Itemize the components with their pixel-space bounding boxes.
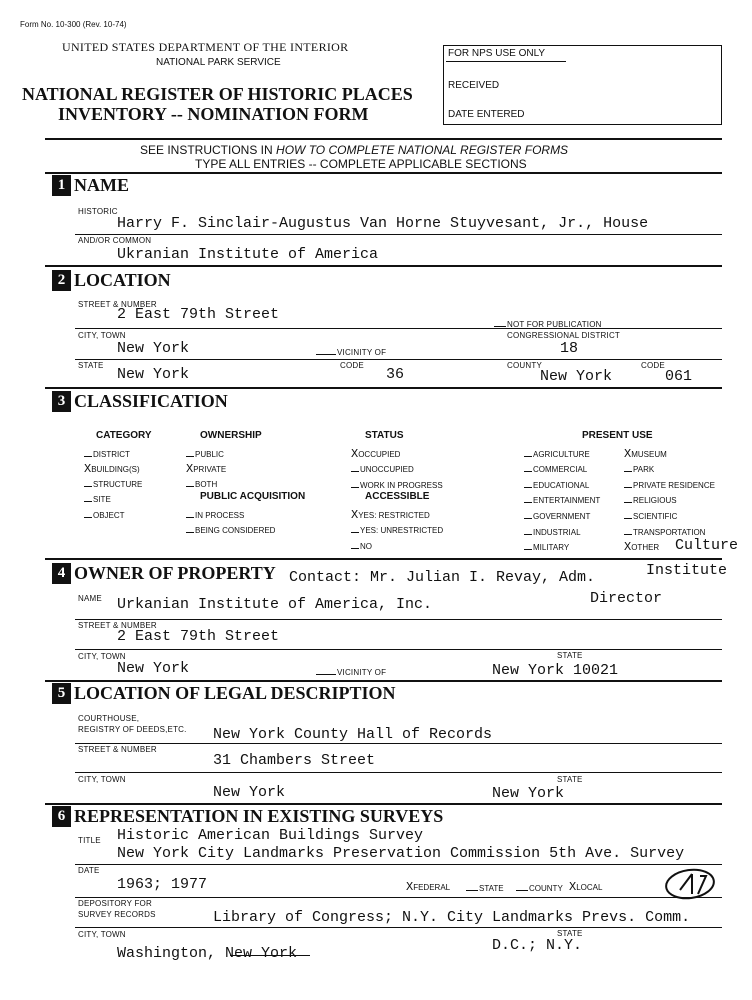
section-number: 5	[52, 683, 71, 704]
nps-date-entered: DATE ENTERED	[448, 109, 525, 120]
category-object[interactable]	[84, 509, 125, 520]
nps-received: RECEIVED	[448, 80, 500, 91]
use-private-residence[interactable]	[624, 479, 715, 490]
option-label: UNOCCUPIED	[360, 465, 414, 474]
rule	[45, 138, 722, 140]
strike-through	[230, 955, 310, 956]
ownership-private[interactable]	[186, 462, 226, 476]
section-4-heading	[52, 563, 276, 584]
category-district[interactable]	[84, 448, 130, 459]
instructions-text: SEE INSTRUCTIONS IN	[140, 143, 273, 157]
survey-date[interactable]: 1963; 1977	[117, 876, 208, 893]
level-state[interactable]	[466, 882, 504, 893]
vicinity-text: VICINITY OF	[337, 668, 387, 677]
registry-label: REGISTRY OF DEEDS,ETC.	[78, 725, 187, 734]
rule	[75, 619, 722, 620]
section-number: 6	[52, 806, 71, 827]
rule	[75, 927, 722, 928]
survey-title-1[interactable]: Historic American Buildings Survey	[117, 827, 424, 844]
rule	[45, 387, 722, 389]
use-park[interactable]	[624, 463, 654, 474]
section-title: REPRESENTATION IN EXISTING SURVEYS	[74, 806, 444, 826]
vicinity-text: VICINITY OF	[337, 348, 387, 357]
check-mark: X	[84, 462, 92, 476]
street-label: STREET & NUMBER	[78, 300, 157, 309]
option-label: COMMERCIAL	[533, 465, 588, 474]
historic-label: HISTORIC	[78, 207, 118, 216]
option-label: BEING CONSIDERED	[195, 526, 276, 535]
form-number: Form No. 10-300 (Rev. 10-74)	[20, 20, 127, 29]
option-label: AGRICULTURE	[533, 450, 590, 459]
use-commercial[interactable]	[524, 463, 587, 474]
check-mark: X	[186, 462, 194, 476]
survey-date-label: DATE	[78, 866, 100, 875]
ownership-public[interactable]	[186, 448, 224, 459]
instructions-line1	[140, 143, 568, 157]
section-number: 3	[52, 391, 71, 412]
use-military[interactable]	[524, 541, 569, 552]
public-acquisition-heading: PUBLIC ACQUISITION	[200, 491, 306, 502]
legal-state-label: STATE	[557, 775, 583, 784]
option-label: BOTH	[195, 480, 218, 489]
city-label: CITY, TOWN	[78, 331, 126, 340]
option-label: COUNTY	[529, 884, 563, 893]
section-3-heading	[52, 391, 228, 412]
use-educational[interactable]	[524, 479, 589, 490]
county-code-value[interactable]: 061	[665, 368, 693, 385]
survey-state[interactable]: D.C.; N.Y.	[492, 937, 583, 954]
option-label: SCIENTIFIC	[633, 512, 678, 521]
check-mark: X	[351, 447, 359, 461]
owner-street[interactable]: 2 East 79th Street	[117, 628, 280, 645]
level-local[interactable]	[569, 880, 602, 894]
status-unoccupied[interactable]	[351, 463, 414, 474]
depository-value[interactable]: Library of Congress; N.Y. City Landmarks Prevs. Comm.	[213, 909, 691, 926]
status-work-in-progress[interactable]	[351, 479, 443, 490]
check-mark: X	[624, 447, 632, 461]
use-religious[interactable]	[624, 494, 677, 505]
rule	[75, 772, 722, 773]
courthouse-label: COURTHOUSE,	[78, 714, 140, 723]
option-label: PARK	[633, 465, 655, 474]
use-other[interactable]	[624, 540, 659, 554]
vicinity-of	[316, 346, 386, 357]
survey-city[interactable]: Washington, New York	[117, 945, 298, 962]
rule	[75, 234, 722, 235]
use-government[interactable]	[524, 510, 590, 521]
section-2-heading	[52, 270, 171, 291]
ownership-heading: OWNERSHIP	[200, 430, 262, 441]
owner-name-label: NAME	[78, 594, 102, 603]
county-label: COUNTY	[507, 361, 542, 370]
rule	[75, 743, 722, 744]
use-transportation[interactable]	[624, 526, 705, 537]
category-heading: CATEGORY	[96, 430, 152, 441]
nps-divider	[446, 61, 566, 62]
option-label: LOCAL	[576, 883, 603, 892]
option-label: MILITARY	[533, 543, 570, 552]
option-label: WORK IN PROGRESS	[360, 481, 443, 490]
nps-use-box	[443, 45, 722, 125]
option-label: RELIGIOUS	[633, 496, 677, 505]
option-label: NO	[360, 542, 372, 551]
owner-city[interactable]: New York	[117, 660, 190, 677]
survey-title-2[interactable]: New York City Landmarks Preservation Commission 5th Ave. Survey	[117, 845, 685, 862]
option-label: OCCUPIED	[358, 450, 401, 459]
state-value[interactable]: New York	[117, 366, 190, 383]
acq-being-considered[interactable]	[186, 524, 275, 535]
accessible-no[interactable]	[351, 540, 372, 551]
option-label: STRUCTURE	[93, 480, 143, 489]
category-structure[interactable]	[84, 478, 142, 489]
use-scientific[interactable]	[624, 510, 677, 521]
use-entertainment[interactable]	[524, 494, 600, 505]
common-label: AND/OR COMMON	[78, 236, 152, 245]
form-title-line2: INVENTORY -- NOMINATION FORM	[58, 104, 369, 124]
section-title: CLASSIFICATION	[74, 391, 228, 411]
option-label: PRIVATE RESIDENCE	[633, 481, 715, 490]
accessible-heading: ACCESSIBLE	[365, 491, 430, 502]
county-value[interactable]: New York	[540, 368, 613, 385]
option-label: PRIVATE	[193, 465, 227, 474]
option-label: INDUSTRIAL	[533, 528, 581, 537]
section-number: 4	[52, 563, 71, 584]
form-title-line1: NATIONAL REGISTER OF HISTORIC PLACES	[22, 84, 413, 104]
owner-state[interactable]: New York 10021	[492, 662, 619, 679]
option-label: MUSEUM	[631, 450, 667, 459]
owner-city-label: CITY, TOWN	[78, 652, 126, 661]
acq-in-process[interactable]	[186, 509, 244, 520]
owner-state-label: STATE	[557, 651, 583, 660]
option-label: BUILDING(S)	[91, 465, 140, 474]
option-label: FEDERAL	[413, 883, 451, 892]
rule	[75, 649, 722, 650]
depository-label-2: SURVEY RECORDS	[78, 910, 156, 919]
not-pub-text: NOT FOR PUBLICATION	[507, 320, 602, 329]
historic-name[interactable]: Harry F. Sinclair-Augustus Van Horne Stuyvesant, Jr., House	[117, 215, 649, 232]
option-label: ENTERTAINMENT	[533, 496, 601, 505]
category-site[interactable]	[84, 493, 111, 504]
section-5-heading	[52, 683, 396, 704]
congressional-value[interactable]: 18	[560, 340, 579, 357]
rule	[75, 359, 722, 360]
nps-use-only: FOR NPS USE ONLY	[448, 48, 546, 59]
use-museum[interactable]	[624, 447, 667, 461]
city-value[interactable]: New York	[117, 340, 190, 357]
option-label: DISTRICT	[93, 450, 130, 459]
instructions-line2: TYPE ALL ENTRIES -- COMPLETE APPLICABLE SECTIONS	[195, 157, 527, 171]
option-label: GOVERNMENT	[533, 512, 591, 521]
rule	[75, 897, 722, 898]
depository-label-1: DEPOSITORY FOR	[78, 899, 152, 908]
level-county[interactable]	[516, 882, 563, 893]
rule	[45, 265, 722, 267]
rule	[75, 864, 722, 865]
ownership-both[interactable]	[186, 478, 217, 489]
option-label: STATE	[479, 884, 504, 893]
category-buildings[interactable]	[84, 462, 140, 476]
state-label: STATE	[78, 361, 104, 370]
use-industrial[interactable]	[524, 526, 581, 537]
owner-contact[interactable]: Contact: Mr. Julian I. Revay, Adm.	[289, 569, 596, 586]
code-label: CODE	[340, 361, 364, 370]
service-heading: NATIONAL PARK SERVICE	[156, 57, 281, 68]
survey-city-label: CITY, TOWN	[78, 930, 126, 939]
section-title: OWNER OF PROPERTY	[74, 563, 276, 583]
instructions-doc-title: HOW TO COMPLETE NATIONAL REGISTER FORMS	[276, 143, 569, 157]
rule	[45, 558, 722, 560]
rule	[45, 680, 722, 682]
section-1-heading	[52, 175, 129, 196]
common-name[interactable]: Ukranian Institute of America	[117, 246, 379, 263]
accessible-yes-unrestricted[interactable]	[351, 524, 443, 535]
option-label: YES: RESTRICTED	[358, 511, 430, 520]
code-value[interactable]: 36	[386, 366, 405, 383]
section-title: LOCATION OF LEGAL DESCRIPTION	[74, 683, 396, 703]
other-use-value-cont[interactable]: Institute	[646, 562, 728, 579]
courthouse-value[interactable]: New York County Hall of Records	[213, 726, 493, 743]
check-mark: X	[406, 880, 414, 894]
section-title: NAME	[74, 175, 129, 195]
legal-city-label: CITY, TOWN	[78, 775, 126, 784]
survey-state-label: STATE	[557, 929, 583, 938]
check-mark: X	[351, 508, 359, 522]
option-label: SITE	[93, 495, 111, 504]
option-label: IN PROCESS	[195, 511, 245, 520]
survey-title-label: TITLE	[78, 836, 101, 845]
owner-vicinity	[316, 666, 386, 677]
level-federal[interactable]	[406, 880, 450, 894]
congressional-label: CONGRESSIONAL DISTRICT	[507, 331, 621, 340]
legal-city[interactable]: New York	[213, 784, 286, 801]
owner-street-label: STREET & NUMBER	[78, 621, 157, 630]
accessible-yes-restricted[interactable]	[351, 508, 430, 522]
section-number: 1	[52, 175, 71, 196]
owner-name[interactable]: Urkanian Institute of America, Inc.	[117, 596, 433, 613]
rule	[45, 803, 722, 805]
option-label: EDUCATIONAL	[533, 481, 590, 490]
option-label: TRANSPORTATION	[633, 528, 706, 537]
rule	[75, 328, 722, 329]
section-title: LOCATION	[74, 270, 171, 290]
county-code-label: CODE	[641, 361, 665, 370]
check-mark: X	[624, 540, 632, 554]
legal-street-label: STREET & NUMBER	[78, 745, 157, 754]
option-label: OTHER	[631, 543, 660, 552]
street-value[interactable]: 2 East 79th Street	[117, 306, 280, 323]
check-mark: X	[569, 880, 577, 894]
rule	[45, 172, 722, 174]
section-number: 2	[52, 270, 71, 291]
owner-contact-title[interactable]: Director	[590, 590, 663, 607]
section-6-heading	[52, 806, 443, 827]
option-label: YES: UNRESTRICTED	[360, 526, 444, 535]
present-use-heading: PRESENT USE	[582, 430, 653, 441]
option-label: PUBLIC	[195, 450, 224, 459]
status-heading: STATUS	[365, 430, 404, 441]
use-agriculture[interactable]	[524, 448, 590, 459]
other-use-value[interactable]: Culture	[675, 537, 739, 554]
dept-heading: UNITED STATES DEPARTMENT OF THE INTERIOR	[62, 40, 349, 54]
status-occupied[interactable]	[351, 447, 400, 461]
legal-street[interactable]: 31 Chambers Street	[213, 752, 376, 769]
option-label: OBJECT	[93, 511, 125, 520]
legal-state[interactable]: New York	[492, 785, 565, 802]
